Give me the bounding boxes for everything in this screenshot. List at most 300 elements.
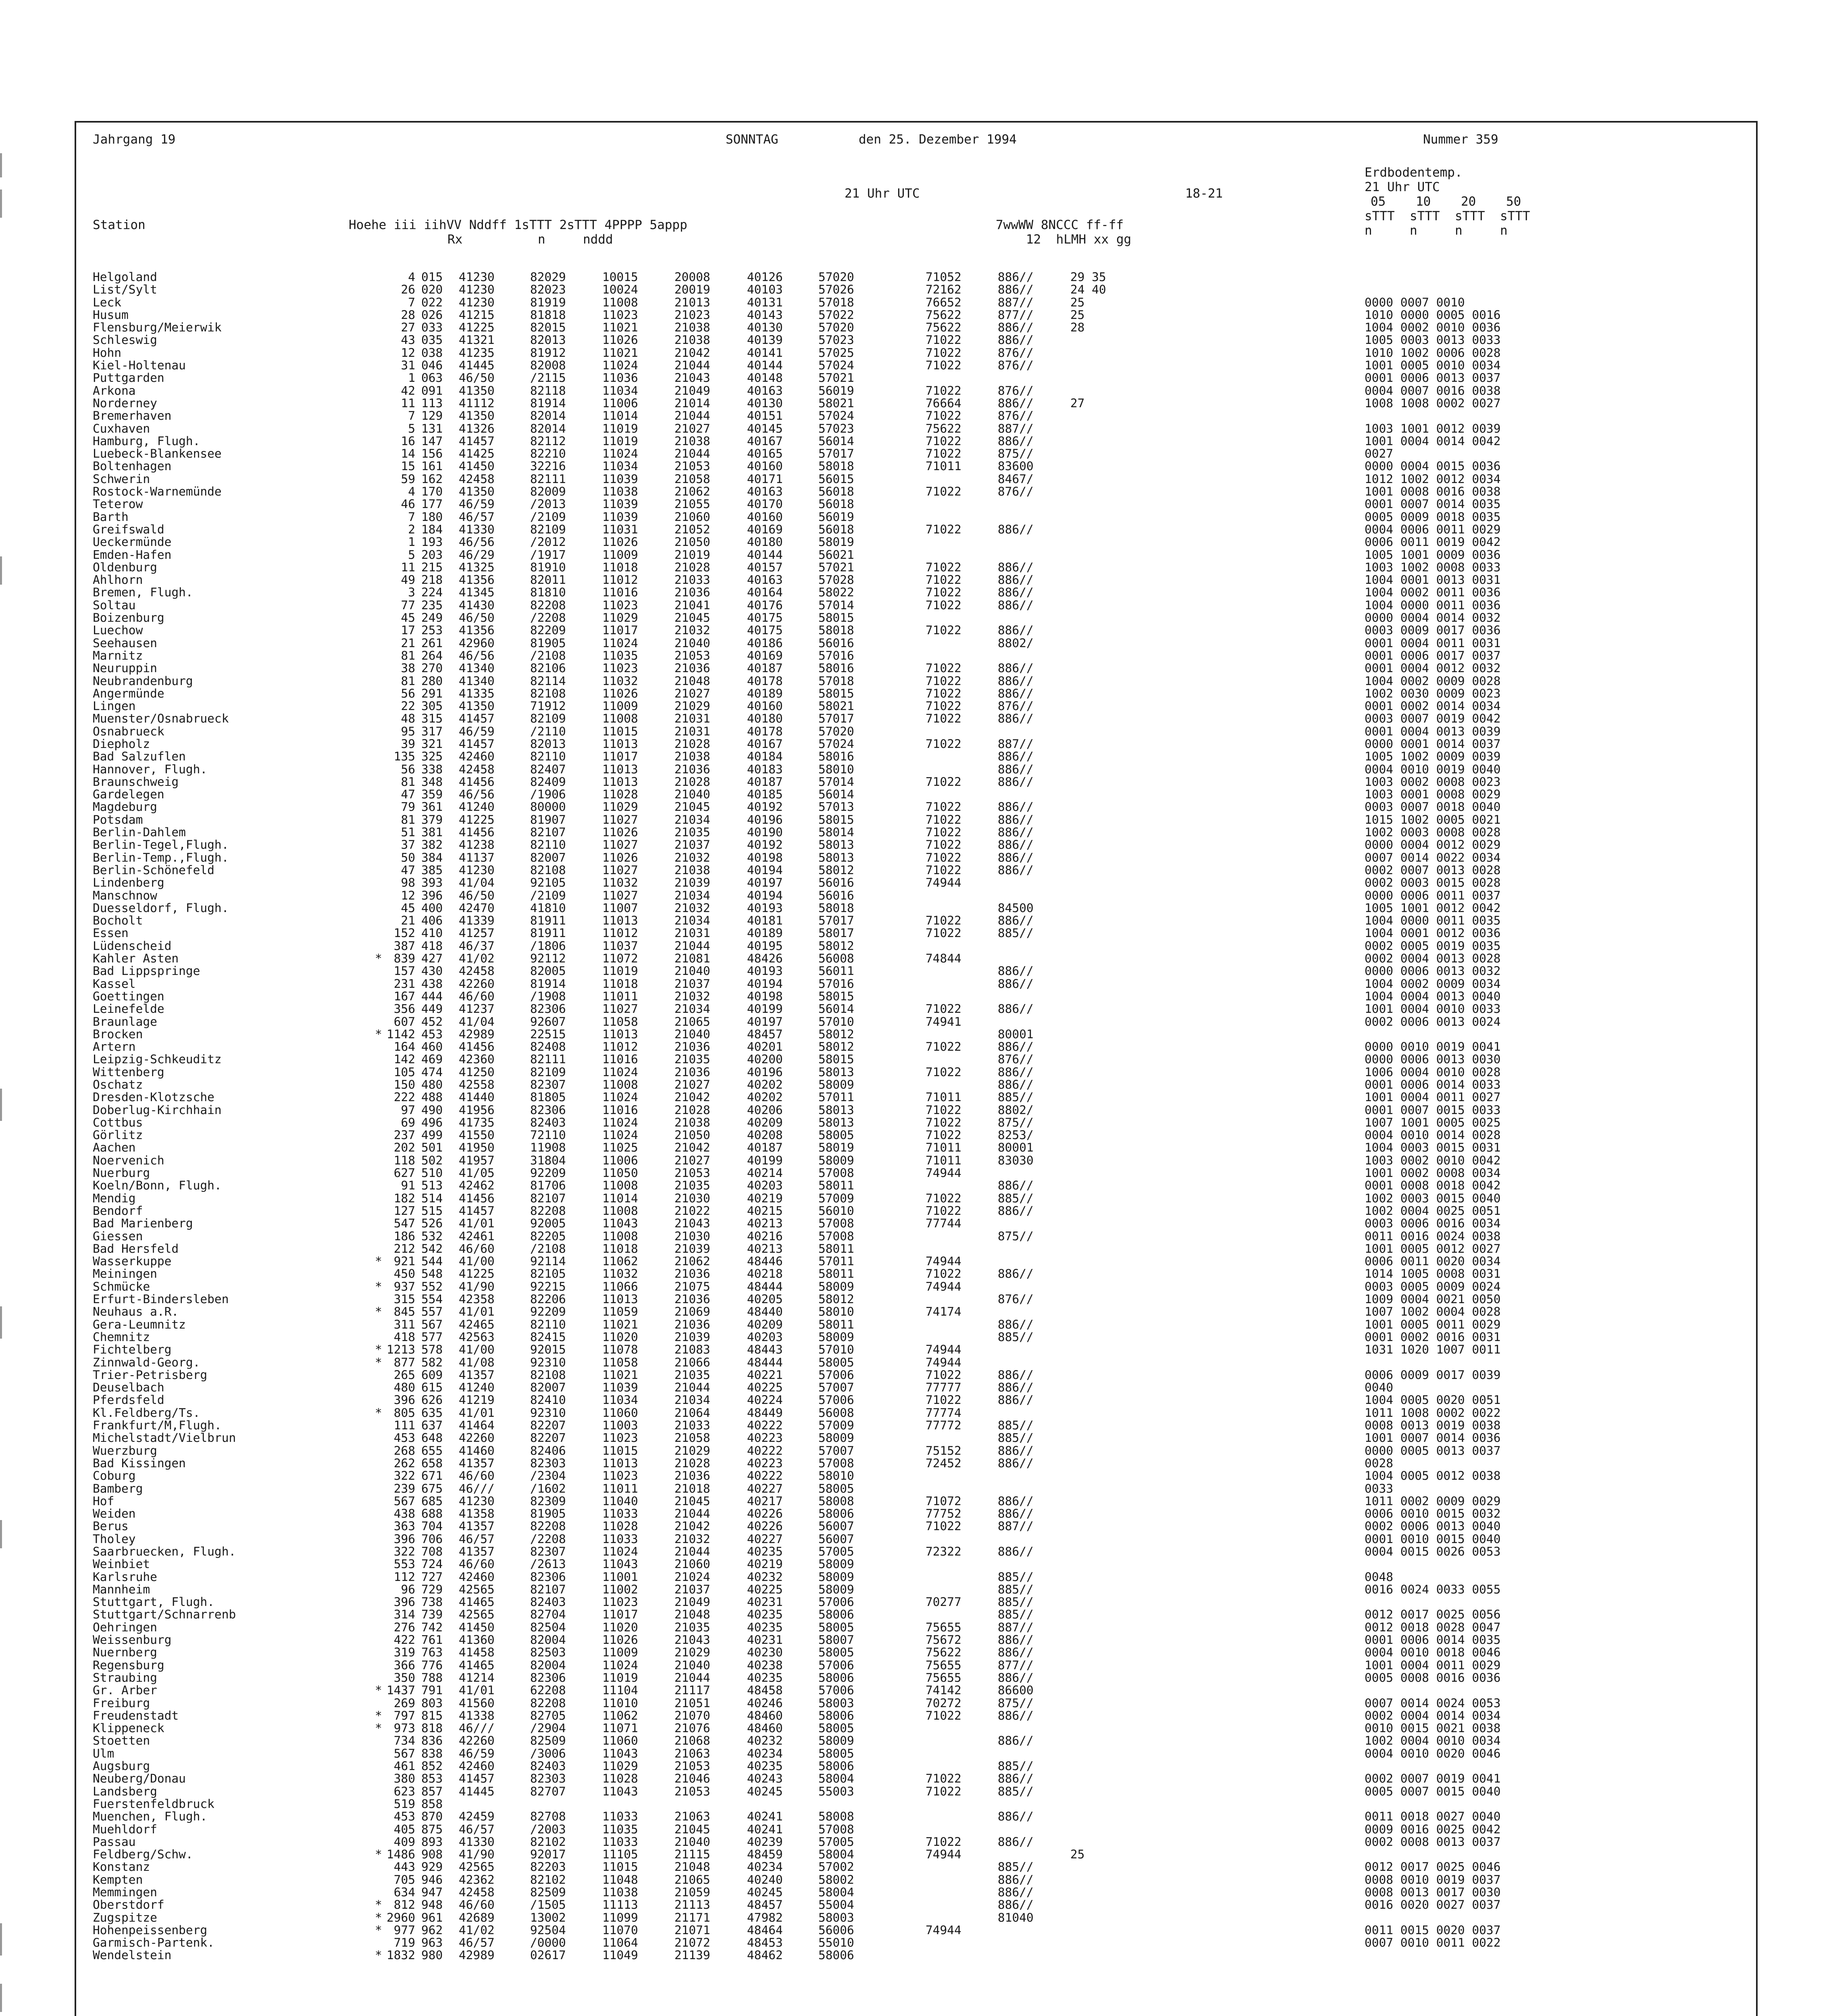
table-row xyxy=(93,1937,1742,1949)
station-name: Ueckermünde xyxy=(93,535,172,549)
nddff: 92310 xyxy=(530,1406,566,1420)
table-row xyxy=(93,1268,1742,1280)
table-row xyxy=(93,1697,1742,1710)
iihvv: 41460 xyxy=(459,1443,495,1458)
2sttt: 21075 xyxy=(674,1279,710,1293)
table-row xyxy=(93,864,1742,877)
soil-temps: 0009 0016 0025 0042 xyxy=(1365,1822,1501,1836)
iihvv: 41/08 xyxy=(459,1355,495,1369)
1sttt: 11043 xyxy=(602,1784,638,1798)
table-row xyxy=(93,662,1742,675)
iii: 224 xyxy=(421,585,443,600)
nddff: /1505 xyxy=(530,1898,566,1912)
soil-temps: 0004 0010 0014 0028 xyxy=(1365,1128,1501,1142)
iihvv: 41321 xyxy=(459,333,495,347)
2sttt: 21027 xyxy=(674,686,710,700)
iihvv: 41325 xyxy=(459,560,495,574)
nddff: 92017 xyxy=(530,1847,566,1862)
5appp: 58008 xyxy=(818,1494,854,1508)
mountain-marker: * xyxy=(375,1847,382,1862)
iihvv: 42260 xyxy=(459,1734,495,1748)
nddff: /1908 xyxy=(530,989,566,1003)
station-name: Aachen xyxy=(93,1141,136,1155)
4pppp: 40167 xyxy=(747,737,783,751)
4pppp: 40197 xyxy=(747,876,783,890)
hoehe: 111 xyxy=(393,1418,415,1433)
iihvv: 41735 xyxy=(459,1115,495,1129)
station-name: Brocken xyxy=(93,1027,143,1041)
4pppp: 40175 xyxy=(747,611,783,625)
soil-temps: 0011 0016 0024 0038 xyxy=(1365,1229,1501,1243)
nddff: 81911 xyxy=(530,926,566,940)
iii: 418 xyxy=(421,939,443,953)
2sttt: 21055 xyxy=(674,497,710,511)
5appp: 57014 xyxy=(818,598,854,612)
2sttt: 21033 xyxy=(674,1418,710,1433)
7wwww: 71022 xyxy=(926,1115,961,1129)
hoehe: 142 xyxy=(393,1052,415,1066)
iihvv: 41214 xyxy=(459,1670,495,1685)
iii: 338 xyxy=(421,762,443,776)
5appp: 57016 xyxy=(818,977,854,991)
5appp: 58006 xyxy=(818,1759,854,1773)
table-row xyxy=(93,1053,1742,1066)
station-name: Zinnwald-Georg. xyxy=(93,1355,200,1369)
8nccc: 885// xyxy=(998,1431,1034,1445)
1sttt: 11036 xyxy=(602,371,638,385)
soil-temps: 1001 0004 0011 0027 xyxy=(1365,1090,1501,1104)
station-name: Leck xyxy=(93,295,122,309)
iii: 359 xyxy=(421,787,443,802)
8nccc: 886// xyxy=(998,1507,1034,1521)
2sttt: 21050 xyxy=(674,1128,710,1142)
iihvv: 41330 xyxy=(459,1835,495,1849)
5appp: 58022 xyxy=(818,585,854,600)
table-row xyxy=(93,889,1742,902)
4pppp: 40194 xyxy=(747,888,783,902)
4pppp: 40239 xyxy=(747,1835,783,1849)
table-row xyxy=(93,1608,1742,1621)
1sttt: 11062 xyxy=(602,1708,638,1722)
8nccc: 886// xyxy=(998,1381,1034,1395)
iii: 704 xyxy=(421,1519,443,1533)
table-row xyxy=(93,1281,1742,1293)
2sttt: 21042 xyxy=(674,1141,710,1155)
5appp: 57007 xyxy=(818,1443,854,1458)
8nccc: 885// xyxy=(998,1582,1034,1596)
1sttt: 11032 xyxy=(602,876,638,890)
nddff: 81905 xyxy=(530,636,566,650)
hoehe: 322 xyxy=(393,1544,415,1558)
time-range: 18-21 xyxy=(1185,186,1223,201)
table-row xyxy=(93,385,1742,397)
5appp: 58017 xyxy=(818,926,854,940)
station-name: Emden-Hafen xyxy=(93,548,172,562)
table-row xyxy=(93,1445,1742,1457)
nddff: 82007 xyxy=(530,850,566,864)
nddff: 82407 xyxy=(530,762,566,776)
4pppp: 40217 xyxy=(747,1494,783,1508)
nddff: 82415 xyxy=(530,1330,566,1344)
table-row xyxy=(93,296,1742,309)
1sttt: 11058 xyxy=(602,1014,638,1029)
soil-temps: 0028 xyxy=(1365,1456,1394,1470)
iihvv: 41358 xyxy=(459,1507,495,1521)
station-name: Luebeck-Blankensee xyxy=(93,447,222,461)
table-row xyxy=(93,776,1742,788)
8nccc: 886// xyxy=(998,1065,1034,1079)
hoehe: 51 xyxy=(401,825,415,839)
hoehe: 56 xyxy=(401,762,415,776)
5appp: 56008 xyxy=(818,1406,854,1420)
2sttt: 21060 xyxy=(674,1557,710,1571)
4pppp: 40199 xyxy=(747,1002,783,1016)
1sttt: 11039 xyxy=(602,472,638,486)
iihvv: 41457 xyxy=(459,1204,495,1218)
iii: 815 xyxy=(421,1708,443,1722)
station-name: Frankfurt/M,Flugh. xyxy=(93,1418,222,1433)
5appp: 56014 xyxy=(818,787,854,802)
table-row xyxy=(93,1331,1742,1343)
ff-ff: 24 40 xyxy=(1070,283,1106,297)
hoehe: 519 xyxy=(393,1797,415,1811)
iihvv: 46/57 xyxy=(459,510,495,524)
7wwww: 71022 xyxy=(926,623,961,637)
iii: 870 xyxy=(421,1810,443,1824)
4pppp: 40241 xyxy=(747,1822,783,1836)
5appp: 58016 xyxy=(818,661,854,675)
7wwww: 71022 xyxy=(926,1204,961,1218)
4pppp: 40196 xyxy=(747,812,783,827)
2sttt: 21036 xyxy=(674,1065,710,1079)
nddff: /2115 xyxy=(530,371,566,385)
2sttt: 21044 xyxy=(674,1544,710,1558)
iihvv: 41350 xyxy=(459,383,495,398)
8nccc: 887// xyxy=(998,295,1034,309)
soil-temps: 0003 0007 0018 0040 xyxy=(1365,800,1501,814)
station-name: Boizenburg xyxy=(93,611,164,625)
2sttt: 21044 xyxy=(674,1381,710,1395)
5appp: 57006 xyxy=(818,1368,854,1382)
2sttt: 21036 xyxy=(674,585,710,600)
soil-temps: 1005 1002 0009 0039 xyxy=(1365,750,1501,764)
2sttt: 21022 xyxy=(674,1204,710,1218)
iihvv: 46/57 xyxy=(459,1822,495,1836)
2sttt: 21049 xyxy=(674,1595,710,1609)
iii: 091 xyxy=(421,383,443,398)
1sttt: 11013 xyxy=(602,1027,638,1041)
table-row xyxy=(93,1205,1742,1217)
station-name: Norderney xyxy=(93,396,157,410)
hoehe: 805 xyxy=(393,1406,415,1420)
hoehe: 627 xyxy=(393,1166,415,1180)
7wwww: 77774 xyxy=(926,1406,961,1420)
iihvv: 42960 xyxy=(459,636,495,650)
hoehe: 47 xyxy=(401,863,415,877)
iii: 131 xyxy=(421,421,443,435)
iihvv: 41357 xyxy=(459,1368,495,1382)
4pppp: 40231 xyxy=(747,1633,783,1647)
4pppp: 40195 xyxy=(747,939,783,953)
nddff: 82307 xyxy=(530,1544,566,1558)
station-name: Koeln/Bonn, Flugh. xyxy=(93,1179,222,1193)
5appp: 56021 xyxy=(818,548,854,562)
nddff: 41810 xyxy=(530,901,566,915)
station-name: Berlin-Dahlem xyxy=(93,825,186,839)
4pppp: 40202 xyxy=(747,1090,783,1104)
iii: 776 xyxy=(421,1658,443,1672)
iihvv: 42470 xyxy=(459,901,495,915)
station-name: Schmücke xyxy=(93,1279,150,1293)
iii: 264 xyxy=(421,648,443,662)
table-row xyxy=(93,1848,1742,1861)
iihvv: 41240 xyxy=(459,800,495,814)
nddff: /2003 xyxy=(530,1822,566,1836)
4pppp: 48443 xyxy=(747,1343,783,1357)
table-row xyxy=(93,940,1742,952)
4pppp: 40235 xyxy=(747,1608,783,1622)
hoehe: 553 xyxy=(393,1557,415,1571)
4pppp: 40144 xyxy=(747,358,783,373)
mountain-marker: * xyxy=(375,1343,382,1357)
7wwww: 70277 xyxy=(926,1595,961,1609)
8nccc: 876// xyxy=(998,346,1034,360)
iihvv: 46/60 xyxy=(459,1898,495,1912)
5appp: 58015 xyxy=(818,989,854,1003)
iihvv: 41230 xyxy=(459,283,495,297)
5appp: 56014 xyxy=(818,1002,854,1016)
7wwww: 74944 xyxy=(926,1355,961,1369)
hoehe: 443 xyxy=(393,1860,415,1874)
5appp: 56016 xyxy=(818,876,854,890)
iii: 567 xyxy=(421,1317,443,1331)
8nccc: 885// xyxy=(998,1418,1034,1433)
iii: 046 xyxy=(421,358,443,373)
5appp: 57016 xyxy=(818,648,854,662)
4pppp: 48457 xyxy=(747,1027,783,1041)
7wwww: 71022 xyxy=(926,409,961,423)
1sttt: 11039 xyxy=(602,1381,638,1395)
7wwww: 74944 xyxy=(926,1343,961,1357)
iii: 410 xyxy=(421,926,443,940)
station-name: Greifswald xyxy=(93,522,164,536)
8nccc: 886// xyxy=(998,321,1034,335)
soil-temps: 0002 0008 0013 0037 xyxy=(1365,1835,1501,1849)
nddff: 82408 xyxy=(530,1040,566,1054)
1sttt: 11021 xyxy=(602,1317,638,1331)
iii: 893 xyxy=(421,1835,443,1849)
4pppp: 40245 xyxy=(747,1885,783,1899)
8nccc: 886// xyxy=(998,434,1034,448)
1sttt: 11033 xyxy=(602,1532,638,1546)
hoehe: 262 xyxy=(393,1456,415,1470)
8nccc: 886// xyxy=(998,1708,1034,1722)
2sttt: 21036 xyxy=(674,661,710,675)
1sttt: 11020 xyxy=(602,1330,638,1344)
iii: 637 xyxy=(421,1418,443,1433)
iihvv: 41440 xyxy=(459,1090,495,1104)
8nccc: 876// xyxy=(998,358,1034,373)
1sttt: 11070 xyxy=(602,1923,638,1937)
1sttt: 11023 xyxy=(602,598,638,612)
7wwww: 71022 xyxy=(926,812,961,827)
5appp: 57021 xyxy=(818,371,854,385)
iii: 853 xyxy=(421,1772,443,1786)
iii: 480 xyxy=(421,1078,443,1091)
ff-ff: 29 35 xyxy=(1070,270,1106,284)
iii: 427 xyxy=(421,952,443,966)
hoehe: 12 xyxy=(401,888,415,902)
iii: 724 xyxy=(421,1557,443,1571)
hoehe: 705 xyxy=(393,1872,415,1887)
4pppp: 40139 xyxy=(747,333,783,347)
table-row xyxy=(93,1129,1742,1141)
4pppp: 40222 xyxy=(747,1469,783,1483)
7wwww: 71022 xyxy=(926,1393,961,1407)
hoehe: 453 xyxy=(393,1431,415,1445)
8nccc: 887// xyxy=(998,421,1034,435)
table-row xyxy=(93,1394,1742,1406)
iihvv: 41/01 xyxy=(459,1406,495,1420)
1sttt: 11013 xyxy=(602,775,638,789)
8nccc: 8802/ xyxy=(998,1103,1034,1117)
4pppp: 40145 xyxy=(747,421,783,435)
2sttt: 21028 xyxy=(674,560,710,574)
soil-temps: 0016 0020 0027 0037 xyxy=(1365,1898,1501,1912)
1sttt: 11008 xyxy=(602,712,638,726)
iihvv: 42565 xyxy=(459,1582,495,1596)
2sttt: 21049 xyxy=(674,383,710,398)
2sttt: 21053 xyxy=(674,1759,710,1773)
hoehe: 7 xyxy=(408,409,415,423)
nddff: 82015 xyxy=(530,321,566,335)
table-row xyxy=(93,952,1742,965)
iihvv: 41225 xyxy=(459,321,495,335)
4pppp: 40227 xyxy=(747,1532,783,1546)
station-name: Lingen xyxy=(93,699,136,713)
4pppp: 40245 xyxy=(747,1784,783,1798)
2sttt: 21040 xyxy=(674,1658,710,1672)
table-row xyxy=(93,473,1742,485)
7wwww: 74944 xyxy=(926,1254,961,1268)
iii: 875 xyxy=(421,1822,443,1836)
hoehe: 921 xyxy=(393,1254,415,1268)
soil-temps: 0003 0009 0017 0036 xyxy=(1365,623,1501,637)
iii: 838 xyxy=(421,1746,443,1760)
5appp: 58012 xyxy=(818,1040,854,1054)
nddff: /2109 xyxy=(530,888,566,902)
1sttt: 11019 xyxy=(602,1670,638,1685)
soil-temp-time: 21 Uhr UTC xyxy=(1365,180,1440,194)
station-name: Trier-Petrisberg xyxy=(93,1368,208,1382)
table-row xyxy=(93,1874,1742,1886)
table-row xyxy=(93,1684,1742,1697)
nddff: 82205 xyxy=(530,1229,566,1243)
1sttt: 11013 xyxy=(602,1456,638,1470)
mountain-marker: * xyxy=(375,1355,382,1369)
5appp: 58005 xyxy=(818,1721,854,1735)
1sttt: 11001 xyxy=(602,1570,638,1584)
iii: 962 xyxy=(421,1923,443,1937)
2sttt: 21052 xyxy=(674,522,710,536)
hoehe: 12 xyxy=(401,346,415,360)
station-name: Teterow xyxy=(93,497,143,511)
2sttt: 21053 xyxy=(674,1166,710,1180)
5appp: 56010 xyxy=(818,1204,854,1218)
2sttt: 21036 xyxy=(674,1267,710,1281)
iihvv: 42989 xyxy=(459,1027,495,1041)
1sttt: 11029 xyxy=(602,1759,638,1773)
iihvv: 41456 xyxy=(459,775,495,789)
8nccc: 886// xyxy=(998,270,1034,284)
nddff: /2208 xyxy=(530,1532,566,1546)
7wwww: 74944 xyxy=(926,1923,961,1937)
hoehe: 409 xyxy=(393,1835,415,1849)
observation-time: 21 Uhr UTC xyxy=(845,186,920,201)
hoehe: 237 xyxy=(393,1128,415,1142)
4pppp: 40175 xyxy=(747,623,783,637)
nddff: 81910 xyxy=(530,560,566,574)
station-name: Wittenberg xyxy=(93,1065,164,1079)
1sttt: 11113 xyxy=(602,1898,638,1912)
1sttt: 11019 xyxy=(602,964,638,978)
soil-temps: 0006 0011 0020 0034 xyxy=(1365,1254,1501,1268)
1sttt: 11013 xyxy=(602,737,638,751)
station-name: Schleswig xyxy=(93,333,157,347)
5appp: 58009 xyxy=(818,1279,854,1293)
table-row xyxy=(93,574,1742,586)
7wwww: 71022 xyxy=(926,863,961,877)
ff-ff: 28 xyxy=(1070,321,1085,335)
soil-temps: 1004 0004 0013 0040 xyxy=(1365,989,1501,1003)
iihvv: 41957 xyxy=(459,1153,495,1167)
soil-temps: 1004 0002 0009 0028 xyxy=(1365,674,1501,688)
iii: 129 xyxy=(421,409,443,423)
2sttt: 21028 xyxy=(674,1103,710,1117)
8nccc: 885// xyxy=(998,1090,1034,1104)
station-name: Neuhaus a.R. xyxy=(93,1305,179,1319)
hoehe: 276 xyxy=(393,1620,415,1634)
table-row xyxy=(93,763,1742,776)
iii: 963 xyxy=(421,1936,443,1950)
7wwww: 71022 xyxy=(926,712,961,726)
5appp: 58010 xyxy=(818,1469,854,1483)
station-name: Seehausen xyxy=(93,636,157,650)
soil-temps: 0000 0006 0011 0037 xyxy=(1365,888,1501,902)
8nccc: 885// xyxy=(998,1608,1034,1622)
station-name: Marnitz xyxy=(93,648,143,662)
4pppp: 40234 xyxy=(747,1860,783,1874)
7wwww: 71011 xyxy=(926,1141,961,1155)
1sttt: 11012 xyxy=(602,573,638,587)
nddff: 82109 xyxy=(530,1065,566,1079)
iihvv: 46/50 xyxy=(459,888,495,902)
1sttt: 11027 xyxy=(602,812,638,827)
station-name: Essen xyxy=(93,926,129,940)
soil-temps: 1001 0004 0014 0042 xyxy=(1365,434,1501,448)
table-row xyxy=(93,1192,1742,1205)
nddff: /2904 xyxy=(530,1721,566,1735)
nddff: 82118 xyxy=(530,383,566,398)
nddff: /2108 xyxy=(530,648,566,662)
4pppp: 40103 xyxy=(747,283,783,297)
col-heads-sub-soil: n n n n xyxy=(1365,223,1508,238)
nddff: 82403 xyxy=(530,1595,566,1609)
iii: 325 xyxy=(421,750,443,764)
iii: 738 xyxy=(421,1595,443,1609)
table-row xyxy=(93,1217,1742,1230)
iii: 035 xyxy=(421,333,443,347)
